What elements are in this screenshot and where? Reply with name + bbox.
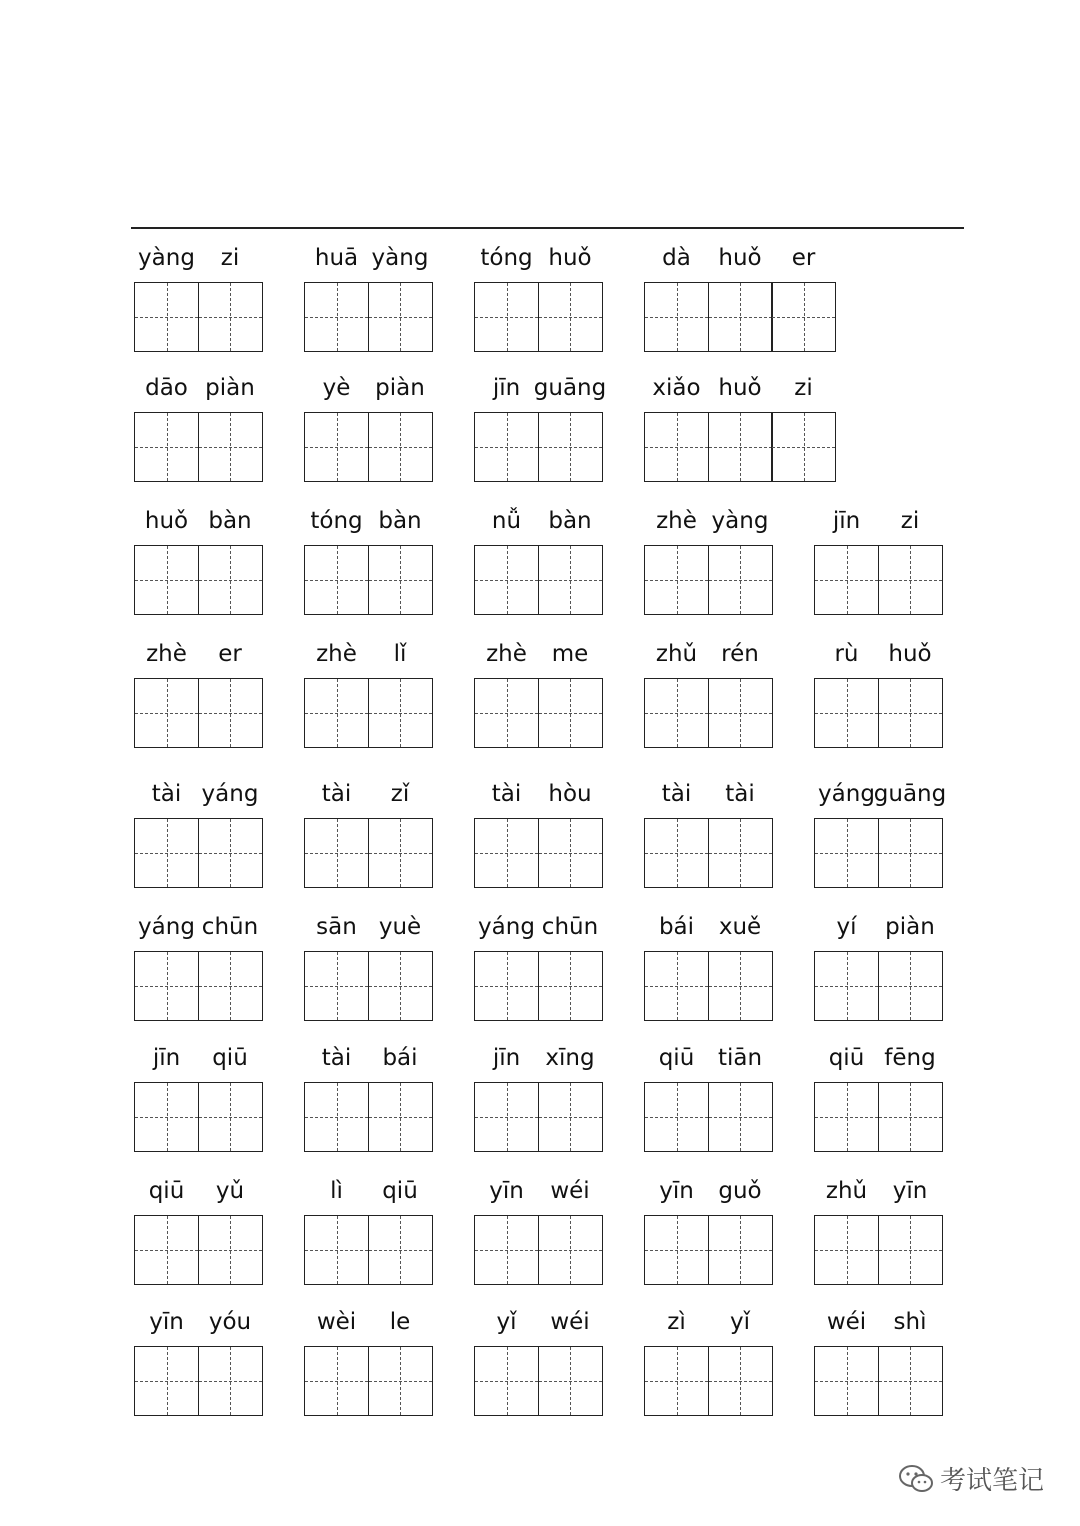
pinyin-syllable: wèi xyxy=(316,1309,357,1335)
writing-grid xyxy=(814,545,943,615)
tianzige-cell[interactable] xyxy=(708,412,773,482)
writing-grid xyxy=(304,282,433,352)
writing-grid xyxy=(644,818,773,888)
pinyin-syllable: huā xyxy=(314,245,359,271)
tianzige-cell[interactable] xyxy=(304,951,369,1021)
tianzige-cell[interactable] xyxy=(368,412,433,482)
pinyin-syllable: jīn xyxy=(492,1045,521,1071)
tianzige-cell[interactable] xyxy=(708,282,773,352)
tianzige-cell[interactable] xyxy=(644,412,709,482)
pinyin-syllable: guāng xyxy=(873,781,947,807)
writing-grid xyxy=(304,818,433,888)
pinyin-syllable: dāo xyxy=(145,375,188,401)
tianzige-cell[interactable] xyxy=(878,1215,943,1285)
writing-grid xyxy=(304,545,433,615)
pinyin-syllable: qiū xyxy=(658,1045,695,1071)
pinyin-syllable: yǔ xyxy=(215,1178,245,1204)
writing-grid xyxy=(304,1215,433,1285)
tianzige-cell[interactable] xyxy=(304,1346,369,1416)
tianzige-cell[interactable] xyxy=(708,818,773,888)
tianzige-cell[interactable] xyxy=(198,545,263,615)
pinyin-syllable: piàn xyxy=(205,375,255,401)
pinyin-syllable: yīn xyxy=(149,1309,184,1335)
pinyin-syllable: wéi xyxy=(826,1309,867,1335)
writing-grid xyxy=(814,951,943,1021)
writing-grid xyxy=(474,818,603,888)
pinyin-syllable: lǐ xyxy=(393,641,407,667)
pinyin-syllable: yàng xyxy=(371,245,429,271)
pinyin-syllable: bái xyxy=(658,914,695,940)
pinyin-syllable: yí xyxy=(836,914,857,940)
pinyin-syllable: yǐ xyxy=(729,1309,751,1335)
tianzige-cell[interactable] xyxy=(708,1346,773,1416)
tianzige-cell[interactable] xyxy=(368,282,433,352)
pinyin-syllable: tài xyxy=(321,1045,352,1071)
tianzige-cell[interactable] xyxy=(304,1215,369,1285)
watermark-text: 考试笔记 xyxy=(939,1466,1044,1496)
pinyin-syllable: xiǎo xyxy=(652,375,701,401)
tianzige-cell[interactable] xyxy=(134,1082,199,1152)
writing-grid xyxy=(814,818,943,888)
tianzige-cell[interactable] xyxy=(134,1215,199,1285)
pinyin-syllable: huǒ xyxy=(718,375,762,401)
writing-grid xyxy=(304,678,433,748)
pinyin-syllable: rù xyxy=(834,641,859,667)
tianzige-cell[interactable] xyxy=(474,818,539,888)
wechat-icon xyxy=(898,1464,934,1494)
tianzige-cell[interactable] xyxy=(304,412,369,482)
pinyin-syllable: zǐ xyxy=(390,781,410,807)
pinyin-syllable: tài xyxy=(491,781,522,807)
tianzige-cell[interactable] xyxy=(304,678,369,748)
pinyin-syllable: hòu xyxy=(548,781,592,807)
tianzige-cell[interactable] xyxy=(474,678,539,748)
tianzige-cell[interactable] xyxy=(134,678,199,748)
pinyin-syllable: rén xyxy=(721,641,759,667)
writing-grid xyxy=(474,678,603,748)
pinyin-syllable: tóng xyxy=(310,508,363,534)
writing-grid xyxy=(304,1082,433,1152)
writing-grid xyxy=(644,545,773,615)
tianzige-cell[interactable] xyxy=(814,1082,879,1152)
tianzige-cell[interactable] xyxy=(814,1346,879,1416)
pinyin-syllable: zhǔ xyxy=(655,641,698,667)
tianzige-cell[interactable] xyxy=(878,1346,943,1416)
tianzige-cell[interactable] xyxy=(474,951,539,1021)
pinyin-syllable: huǒ xyxy=(888,641,932,667)
tianzige-cell[interactable] xyxy=(878,1082,943,1152)
pinyin-syllable: yáng xyxy=(138,914,195,940)
tianzige-cell[interactable] xyxy=(134,818,199,888)
pinyin-syllable: tóng xyxy=(480,245,533,271)
tianzige-cell[interactable] xyxy=(198,818,263,888)
tianzige-cell[interactable] xyxy=(644,678,709,748)
writing-grid xyxy=(134,412,263,482)
pinyin-syllable: lì xyxy=(330,1178,343,1204)
writing-grid xyxy=(644,1346,773,1416)
tianzige-cell[interactable] xyxy=(198,1215,263,1285)
writing-grid xyxy=(644,951,773,1021)
pinyin-syllable: qiū xyxy=(382,1178,418,1204)
pinyin-syllable: tài xyxy=(661,781,692,807)
pinyin-syllable: wéi xyxy=(550,1178,590,1204)
writing-grid xyxy=(304,1346,433,1416)
pinyin-syllable: xīng xyxy=(545,1045,595,1071)
pinyin-syllable: tiān xyxy=(717,1045,763,1071)
tianzige-cell[interactable] xyxy=(708,545,773,615)
pinyin-syllable: sān xyxy=(316,914,357,940)
tianzige-cell[interactable] xyxy=(198,678,263,748)
tianzige-cell[interactable] xyxy=(134,951,199,1021)
tianzige-cell[interactable] xyxy=(644,818,709,888)
tianzige-cell[interactable] xyxy=(538,412,603,482)
tianzige-cell[interactable] xyxy=(198,1082,263,1152)
writing-grid xyxy=(474,282,603,352)
writing-grid xyxy=(814,1215,943,1285)
tianzige-cell[interactable] xyxy=(708,1215,773,1285)
pinyin-syllable: yè xyxy=(322,375,351,401)
pinyin-syllable: zhè xyxy=(486,641,527,667)
pinyin-syllable: yàng xyxy=(138,245,195,271)
pinyin-syllable: jīn xyxy=(152,1045,181,1071)
tianzige-cell[interactable] xyxy=(814,951,879,1021)
pinyin-syllable: dà xyxy=(662,245,691,271)
pinyin-syllable: chūn xyxy=(541,914,599,940)
tianzige-cell[interactable] xyxy=(538,951,603,1021)
tianzige-cell[interactable] xyxy=(878,678,943,748)
tianzige-cell[interactable] xyxy=(198,412,263,482)
pinyin-syllable: yīn xyxy=(892,1178,928,1204)
pinyin-syllable: zhè xyxy=(316,641,357,667)
pinyin-syllable: zi xyxy=(794,375,813,401)
tianzige-cell[interactable] xyxy=(304,282,369,352)
writing-grid xyxy=(474,412,603,482)
tianzige-cell[interactable] xyxy=(771,412,836,482)
pinyin-syllable: huǒ xyxy=(144,508,189,534)
tianzige-cell[interactable] xyxy=(644,1215,709,1285)
pinyin-syllable: piàn xyxy=(885,914,935,940)
pinyin-syllable: nǚ xyxy=(491,508,522,534)
tianzige-cell[interactable] xyxy=(368,951,433,1021)
tianzige-cell[interactable] xyxy=(134,1346,199,1416)
pinyin-syllable: yàng xyxy=(711,508,769,534)
tianzige-cell[interactable] xyxy=(304,818,369,888)
pinyin-syllable: zhè xyxy=(146,641,187,667)
pinyin-syllable: bàn xyxy=(378,508,422,534)
pinyin-syllable: qiū xyxy=(828,1045,865,1071)
pinyin-syllable: yáng xyxy=(478,914,535,940)
writing-grid xyxy=(134,1215,263,1285)
writing-grid xyxy=(644,282,836,352)
pinyin-syllable: qiū xyxy=(212,1045,248,1071)
pinyin-syllable: bàn xyxy=(208,508,252,534)
pinyin-syllable: yáng xyxy=(818,781,875,807)
pinyin-syllable: jīn xyxy=(832,508,861,534)
writing-grid xyxy=(304,951,433,1021)
pinyin-syllable: fēng xyxy=(884,1045,936,1071)
tianzige-cell[interactable] xyxy=(538,818,603,888)
tianzige-cell[interactable] xyxy=(198,951,263,1021)
tianzige-cell[interactable] xyxy=(368,1082,433,1152)
tianzige-cell[interactable] xyxy=(474,545,539,615)
writing-grid xyxy=(644,1215,773,1285)
pinyin-syllable: jīn xyxy=(492,375,521,401)
tianzige-cell[interactable] xyxy=(134,412,199,482)
tianzige-cell[interactable] xyxy=(304,1082,369,1152)
pinyin-syllable: tài xyxy=(725,781,755,807)
tianzige-cell[interactable] xyxy=(708,951,773,1021)
tianzige-cell[interactable] xyxy=(771,282,836,352)
writing-grid xyxy=(474,1215,603,1285)
pinyin-syllable: me xyxy=(551,641,589,667)
tianzige-cell[interactable] xyxy=(814,545,879,615)
tianzige-cell[interactable] xyxy=(538,282,603,352)
pinyin-syllable: tài xyxy=(151,781,182,807)
tianzige-cell[interactable] xyxy=(304,545,369,615)
pinyin-syllable: xuě xyxy=(718,914,762,940)
writing-grid xyxy=(134,1082,263,1152)
pinyin-syllable: yuè xyxy=(378,914,422,940)
writing-grid xyxy=(814,1346,943,1416)
tianzige-cell[interactable] xyxy=(538,678,603,748)
tianzige-cell[interactable] xyxy=(368,1215,433,1285)
writing-grid xyxy=(134,545,263,615)
tianzige-cell[interactable] xyxy=(474,1082,539,1152)
writing-grid xyxy=(134,1346,263,1416)
pinyin-syllable: qiū xyxy=(148,1178,185,1204)
tianzige-cell[interactable] xyxy=(368,678,433,748)
pinyin-syllable: zì xyxy=(667,1309,686,1335)
pinyin-syllable: bàn xyxy=(548,508,592,534)
watermark xyxy=(898,1460,1044,1497)
tianzige-cell[interactable] xyxy=(198,282,263,352)
tianzige-cell[interactable] xyxy=(644,1082,709,1152)
pinyin-syllable: huǒ xyxy=(718,245,762,271)
tianzige-cell[interactable] xyxy=(474,412,539,482)
writing-grid xyxy=(474,1082,603,1152)
pinyin-syllable: piàn xyxy=(375,375,425,401)
tianzige-cell[interactable] xyxy=(368,1346,433,1416)
writing-grid xyxy=(644,678,773,748)
tianzige-cell[interactable] xyxy=(368,818,433,888)
tianzige-cell[interactable] xyxy=(198,1346,263,1416)
writing-grid xyxy=(814,1082,943,1152)
tianzige-cell[interactable] xyxy=(878,545,943,615)
tianzige-cell[interactable] xyxy=(134,282,199,352)
pinyin-syllable: yǐ xyxy=(496,1309,517,1335)
pinyin-syllable: yīn xyxy=(659,1178,694,1204)
pinyin-syllable: yóu xyxy=(208,1309,252,1335)
pinyin-syllable: zi xyxy=(900,508,920,534)
pinyin-syllable: huǒ xyxy=(548,245,592,271)
tianzige-cell[interactable] xyxy=(538,1346,603,1416)
tianzige-cell[interactable] xyxy=(814,678,879,748)
pinyin-syllable: zi xyxy=(220,245,240,271)
pinyin-syllable: yáng xyxy=(201,781,259,807)
tianzige-cell[interactable] xyxy=(878,951,943,1021)
pinyin-syllable: tài xyxy=(321,781,352,807)
tianzige-cell[interactable] xyxy=(878,818,943,888)
tianzige-cell[interactable] xyxy=(644,282,709,352)
writing-grid xyxy=(304,412,433,482)
tianzige-cell[interactable] xyxy=(368,545,433,615)
pinyin-syllable: wéi xyxy=(550,1309,590,1335)
pinyin-syllable: bái xyxy=(382,1045,418,1071)
pinyin-syllable: zhè xyxy=(656,508,697,534)
tianzige-cell[interactable] xyxy=(814,1215,879,1285)
writing-grid xyxy=(474,545,603,615)
writing-grid xyxy=(474,951,603,1021)
tianzige-cell[interactable] xyxy=(708,678,773,748)
tianzige-cell[interactable] xyxy=(538,1215,603,1285)
writing-grid xyxy=(814,678,943,748)
tianzige-cell[interactable] xyxy=(644,1346,709,1416)
pinyin-syllable: shì xyxy=(893,1309,927,1335)
tianzige-cell[interactable] xyxy=(474,1346,539,1416)
writing-grid xyxy=(474,1346,603,1416)
tianzige-cell[interactable] xyxy=(474,1215,539,1285)
pinyin-syllable: chūn xyxy=(201,914,259,940)
tianzige-cell[interactable] xyxy=(644,951,709,1021)
writing-grid xyxy=(134,951,263,1021)
tianzige-cell[interactable] xyxy=(814,818,879,888)
pinyin-syllable: yīn xyxy=(489,1178,524,1204)
tianzige-cell[interactable] xyxy=(708,1082,773,1152)
tianzige-cell[interactable] xyxy=(644,545,709,615)
pinyin-syllable: er xyxy=(218,641,242,667)
tianzige-cell[interactable] xyxy=(134,545,199,615)
pinyin-syllable: le xyxy=(389,1309,411,1335)
tianzige-cell[interactable] xyxy=(474,282,539,352)
writing-grid xyxy=(134,678,263,748)
tianzige-cell[interactable] xyxy=(538,1082,603,1152)
pinyin-syllable: guǒ xyxy=(718,1178,762,1204)
pinyin-syllable: guāng xyxy=(533,375,607,401)
writing-grid xyxy=(644,1082,773,1152)
writing-grid xyxy=(644,412,836,482)
tianzige-cell[interactable] xyxy=(538,545,603,615)
writing-grid xyxy=(134,818,263,888)
pinyin-syllable: er xyxy=(791,245,816,271)
writing-grid xyxy=(134,282,263,352)
pinyin-syllable: zhǔ xyxy=(825,1178,868,1204)
